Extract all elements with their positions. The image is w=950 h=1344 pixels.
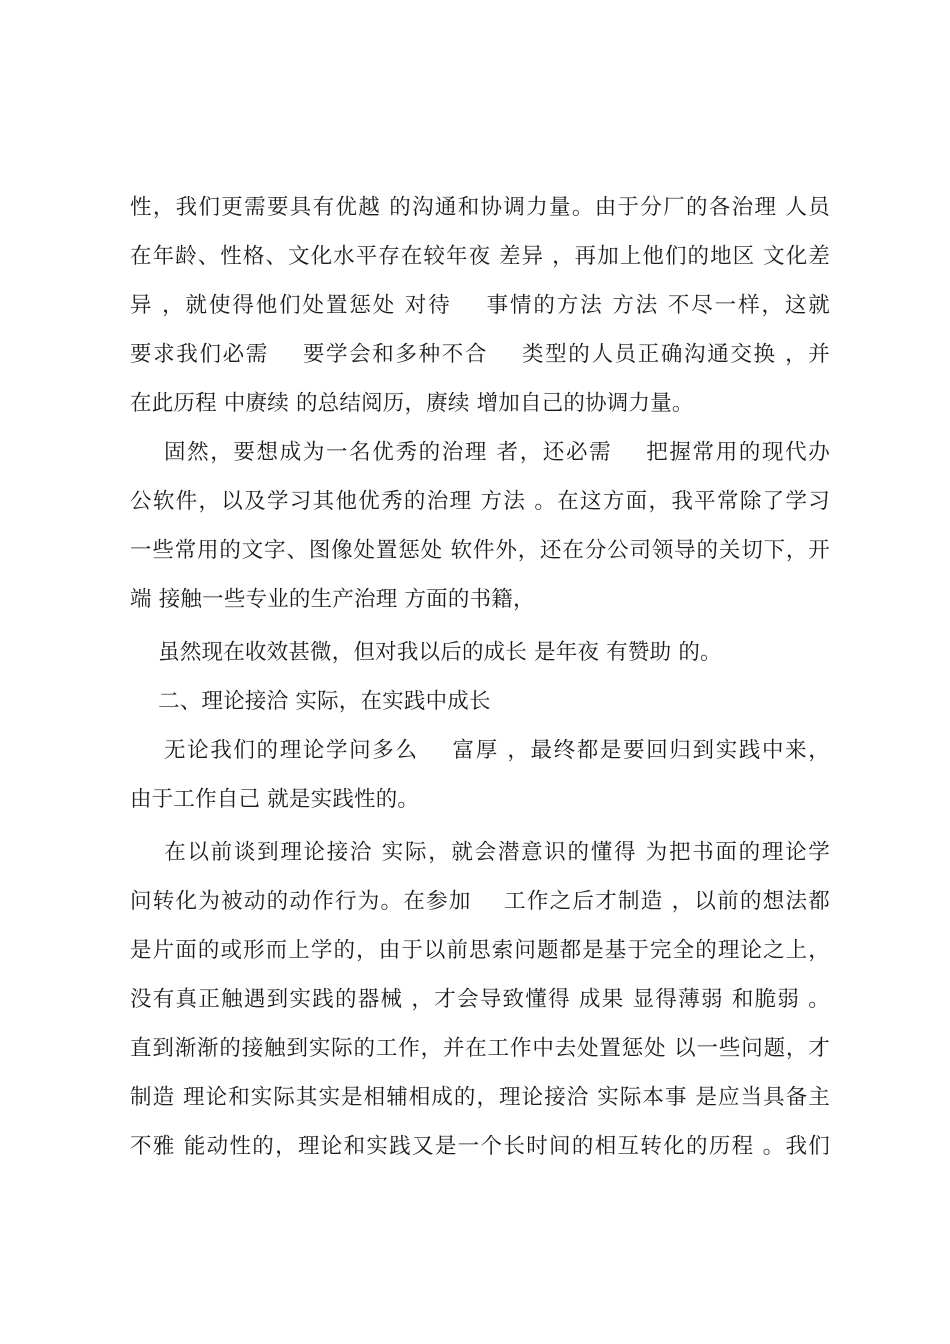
text-line: 固然，要想成为一名优秀的治理 者，还必需 把握常用的现代办 bbox=[130, 440, 830, 465]
text-line: 端 接触一些专业的生产治理 方面的书籍， bbox=[130, 587, 535, 612]
text-line: 在此历程 中赓续 的总结阅历，赓续 增加自己的协调力量。 bbox=[130, 391, 694, 416]
text-line: 性，我们更需要具有优越 的沟通和协调力量。由于分厂的各治理 人员 bbox=[130, 195, 830, 220]
text-line: 公软件，以及学习其他优秀的治理 方法 。在这方面，我平常除了学习 bbox=[130, 489, 830, 514]
text-line: 异 ，就使得他们处置惩处 对待 事情的方法 方法 不尽一样，这就 bbox=[130, 293, 830, 318]
text-line: 制造 理论和实际其实是相辅相成的，理论接洽 实际本事 是应当具备主 bbox=[130, 1085, 830, 1110]
text-line: 在年龄、性格、文化水平存在较年夜 差异 ，再加上他们的地区 文化差 bbox=[130, 244, 830, 269]
text-line: 在以前谈到理论接洽 实际，就会潜意识的懂得 为把书面的理论学 bbox=[130, 840, 830, 865]
text-line: 要求我们必需 要学会和多种不合 类型的人员正确沟通交换 ，并 bbox=[130, 342, 830, 367]
text-line: 不雅 能动性的，理论和实践又是一个长时间的相互转化的历程 。我们 bbox=[130, 1134, 830, 1159]
text-line: 没有真正触遇到实践的器械 ，才会导致懂得 成果 显得薄弱 和脆弱 。 bbox=[130, 987, 830, 1012]
text-line: 是片面的或形而上学的，由于以前思索问题都是基于完全的理论之上， bbox=[130, 938, 830, 963]
text-line: 虽然现在收效甚微，但对我以后的成长 是年夜 有赞助 的。 bbox=[130, 640, 722, 665]
text-line: 由于工作自己 就是实践性的。 bbox=[130, 787, 420, 812]
text-line: 一些常用的文字、图像处置惩处 软件外，还在分公司领导的关切下，开 bbox=[130, 538, 830, 563]
text-line: 问转化为被动的动作行为。在参加 工作之后才制造 ，以前的想法都 bbox=[130, 889, 830, 914]
text-line: 无论我们的理论学问多么 富厚 ，最终都是要回归到实践中来， bbox=[130, 738, 830, 763]
section-heading: 二、理论接洽 实际，在实践中成长 bbox=[130, 689, 491, 714]
text-line: 直到渐渐的接触到实际的工作，并在工作中去处置惩处 以一些问题，才 bbox=[130, 1036, 830, 1061]
